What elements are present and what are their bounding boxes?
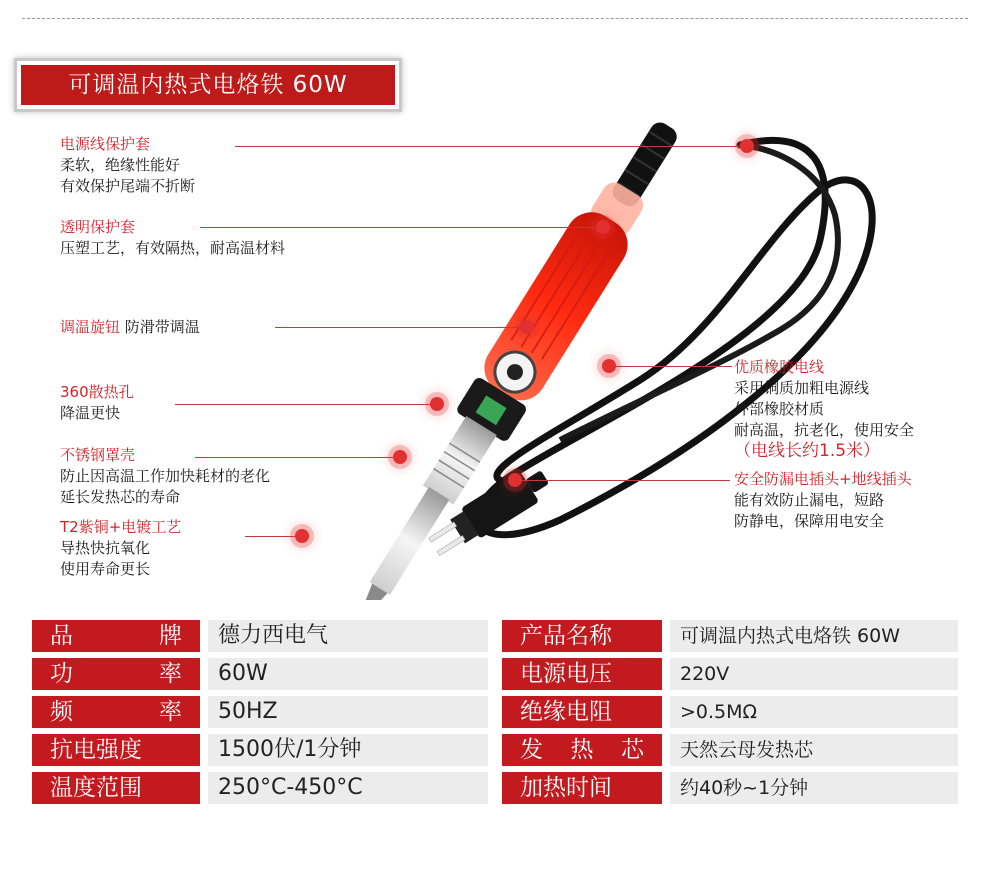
marker-steel-cover	[393, 450, 407, 464]
spec-key: 温度范围	[32, 772, 200, 804]
marker-vent	[430, 397, 444, 411]
marker-plug	[508, 473, 522, 487]
spec-row-insulation	[502, 696, 958, 728]
spec-row-voltage	[502, 658, 958, 690]
annotation-title: 电源线保护套	[60, 135, 151, 153]
spec-key	[32, 658, 200, 690]
annotation-title: 调温旋钮	[60, 318, 121, 336]
page-title: 可调温内热式电烙铁 60W	[21, 65, 395, 105]
annotation-line: 防静电，保障用电安全	[734, 512, 885, 530]
spec-row-product-name	[502, 620, 958, 652]
leader-cord-sleeve	[235, 146, 745, 147]
spec-row-temp-range	[32, 772, 488, 804]
annotation-vent	[60, 382, 134, 424]
spec-table-left	[32, 620, 488, 810]
annotation-line: 有效保护尾端不折断	[60, 177, 196, 195]
spec-key-char: 频	[50, 699, 73, 725]
annotation-note: （电线长约1.5米）	[734, 441, 881, 461]
annotation-title: 不锈钢罩壳	[60, 446, 136, 464]
spec-key: 电源电压	[502, 658, 662, 690]
annotation-cord-sleeve	[60, 134, 195, 197]
marker-cord-sleeve	[740, 139, 754, 153]
spec-value: 天然云母发热芯	[670, 734, 958, 766]
marker-clear-sleeve	[596, 220, 610, 234]
annotation-cable	[734, 357, 914, 462]
marker-knob	[520, 320, 534, 334]
annotation-line: 延长发热芯的寿命	[60, 488, 181, 506]
spec-row-frequency	[32, 696, 488, 728]
annotation-title: 优质橡胶电线	[734, 358, 825, 376]
spec-key	[32, 620, 200, 652]
annotation-line: 采用铜质加粗电源线	[734, 379, 870, 397]
spec-key: 产品名称	[502, 620, 662, 652]
spec-value: 250°C-450°C	[208, 772, 488, 804]
annotation-inline: 防滑带调温	[124, 318, 200, 336]
annotation-line: 使用寿命更长	[60, 560, 151, 578]
annotation-line: 压塑工艺，有效隔热，耐高温材料	[60, 239, 286, 257]
annotation-line: 防止因高温工作加快耗材的老化	[60, 467, 271, 485]
leader-vent	[175, 404, 435, 405]
spec-value: 1500伏/1分钟	[208, 734, 488, 766]
spec-value: 可调温内热式电烙铁 60W	[670, 620, 958, 652]
spec-key-char: 率	[159, 661, 182, 687]
annotation-title: 360散热孔	[60, 383, 134, 401]
spec-key	[32, 696, 200, 728]
spec-key: 绝缘电阻	[502, 696, 662, 728]
spec-value: 50HZ	[208, 696, 488, 728]
annotation-line: 降温更快	[60, 404, 121, 422]
annotation-knob	[60, 317, 200, 338]
spec-key-char: 热	[570, 737, 594, 763]
spec-value: 约40秒~1分钟	[670, 772, 958, 804]
spec-key-char: 功	[50, 661, 73, 687]
spec-key	[502, 734, 662, 766]
spec-row-brand	[32, 620, 488, 652]
spec-key-char: 率	[159, 699, 182, 725]
annotation-plug	[734, 469, 912, 532]
annotation-title: 安全防漏电插头+地线插头	[734, 470, 912, 488]
annotation-line: 导热快抗氧化	[60, 539, 151, 557]
spec-value: 220V	[670, 658, 958, 690]
spec-key-char: 发	[520, 737, 543, 763]
annotation-line: 外部橡胶材质	[734, 400, 825, 418]
spec-key: 加热时间	[502, 772, 662, 804]
spec-key-char: 牌	[159, 623, 182, 649]
annotation-title: 透明保护套	[60, 218, 136, 236]
spec-row-heat-time	[502, 772, 958, 804]
marker-tip	[295, 529, 309, 543]
leader-plug	[520, 480, 730, 481]
annotation-clear-sleeve	[60, 217, 285, 259]
annotation-line: 柔软，绝缘性能好	[60, 156, 181, 174]
marker-cable	[602, 359, 616, 373]
leader-cable	[612, 366, 732, 367]
annotation-line: 耐高温，抗老化，使用安全	[734, 421, 915, 439]
annotation-tip	[60, 517, 181, 580]
spec-row-dielectric	[32, 734, 488, 766]
spec-value: 德力西电气	[208, 620, 488, 652]
annotation-title: T2紫铜+电镀工艺	[60, 518, 182, 536]
spec-key: 抗电强度	[32, 734, 200, 766]
spec-table-right	[502, 620, 958, 810]
spec-value: 60W	[208, 658, 488, 690]
leader-knob	[275, 327, 525, 328]
spec-key-char: 品	[50, 623, 73, 649]
spec-key-char: 芯	[621, 737, 644, 763]
annotation-line: 能有效防止漏电，短路	[734, 491, 885, 509]
spec-value: >0.5MΩ	[670, 696, 958, 728]
spec-row-power	[32, 658, 488, 690]
spec-row-heating-core	[502, 734, 958, 766]
annotation-steel-cover	[60, 445, 270, 508]
leader-tip	[245, 536, 300, 537]
